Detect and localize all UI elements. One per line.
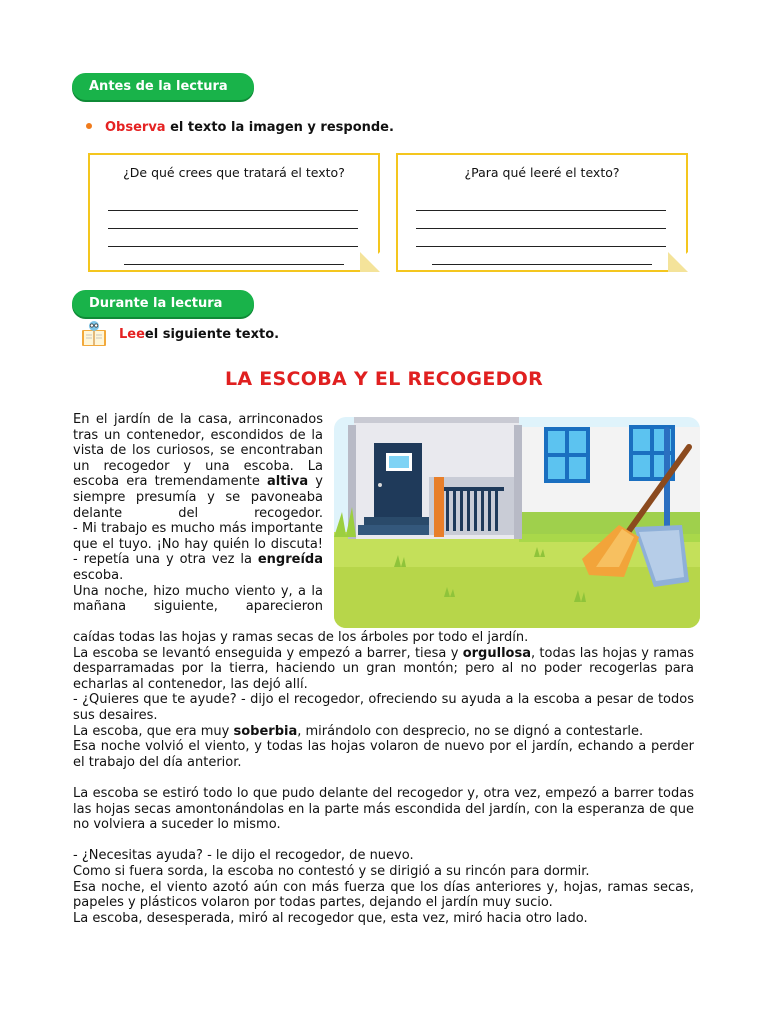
answer-line[interactable] — [108, 228, 358, 229]
bullet-dot — [86, 123, 92, 129]
page-fold-corner — [360, 252, 380, 272]
story-text: , todas las hojas y ramas desparramadas por la tierra, haciendo un gran montón; pero al no poder recogerlas para echarlas al contenedor, las dejó allí. — [73, 645, 695, 692]
story-title: LA ESCOBA Y EL RECOGEDOR — [224, 368, 544, 390]
story-text: , mirándolo con desprecio, no se dignó a contestarle. — [297, 723, 644, 739]
window-pane — [548, 431, 565, 453]
page-fold-corner — [668, 252, 688, 272]
story-paragraph — [73, 739, 694, 770]
story-illustration — [334, 417, 700, 628]
story-text: caídas todas las hojas y ramas secas de los árboles por todo el jardín. — [73, 630, 529, 645]
story-text: Esa noche, el viento azotó aún con más fuerza que los días anteriores y, hojas, ramas secas, papeles y plásticos volaron por todas partes, dejando el jardín muy sucio. — [73, 879, 694, 911]
story-paragraph — [73, 521, 323, 583]
porch-rail — [444, 487, 504, 491]
window-pane — [569, 457, 586, 479]
answer-line[interactable] — [108, 210, 358, 211]
story-text: - ¿Necesitas ayuda? - le dijo el recogedor, de nuevo. — [73, 848, 414, 864]
question-box-purpose — [396, 153, 688, 272]
window-pane — [569, 431, 586, 453]
answer-line[interactable] — [416, 228, 666, 229]
story-text: La escoba, que era muy — [73, 723, 234, 739]
window-pane — [548, 457, 565, 479]
door-glass — [389, 456, 409, 468]
read-instruction-text: el siguiente texto. — [144, 326, 280, 342]
section-label-during-reading: Durante la lectura — [72, 290, 254, 317]
story-text: Como si fuera sorda, la escoba no contestó y se dirigió a su rincón para dormir. — [73, 863, 590, 879]
story-paragraph — [73, 911, 694, 927]
answer-line[interactable] — [124, 264, 344, 265]
door-step — [358, 525, 440, 535]
section-label-before-reading: Antes de la lectura — [72, 73, 254, 100]
story-text: Esa noche volvió el viento, y todas las hojas volaron de nuevo por el jardín, echando a perder el trabajo del día anterior. — [73, 739, 694, 770]
story-paragraph — [73, 770, 694, 786]
brick-pillar — [434, 477, 444, 537]
answer-line[interactable] — [416, 210, 666, 211]
house-roof-edge — [354, 417, 519, 423]
story-paragraph — [73, 833, 694, 849]
question-purpose: ¿Para qué leeré el texto? — [464, 165, 620, 180]
observe-verb: Observa — [105, 120, 166, 135]
answer-line[interactable] — [432, 264, 652, 265]
story-keyword: altiva — [267, 474, 309, 490]
question-topic: ¿De qué crees que tratará el texto? — [123, 165, 345, 180]
story-paragraph — [73, 692, 694, 723]
door-knob — [378, 483, 382, 487]
story-paragraph — [73, 584, 323, 615]
lawn-shade — [334, 567, 700, 628]
read-instruction — [80, 320, 279, 348]
porch-column — [514, 425, 522, 539]
story-paragraph — [73, 646, 694, 693]
story-text: La escoba se estiró todo lo que pudo delante del recogedor y, otra vez, empezó a barrer todas las hojas secas amontonándolas en la parte más escondida del jardín, con la esperanza de que no volviera a suceder lo mismo. — [73, 785, 694, 833]
story-text: y siempre presumía y se pavoneaba delante del recogedor. — [73, 474, 323, 521]
story-text: En el jardín de la casa, arrinconados tras un contenedor, escondidos de la vista de los curiosos, se encontraban un recogedor y una escoba. La escoba era tremendamente — [73, 412, 323, 490]
story-keyword: soberbia — [233, 723, 298, 739]
story-paragraph — [73, 848, 694, 864]
answer-line[interactable] — [416, 246, 666, 247]
story-paragraph — [73, 630, 694, 646]
question-box-topic — [88, 153, 380, 272]
story-text: - Mi trabajo es mucho más importante que el tuyo. ¡No hay quién lo discuta! - repetía una y otra vez la — [73, 521, 323, 568]
story-text-full — [73, 630, 694, 926]
reading-book-icon — [80, 320, 108, 348]
observe-instruction-text: el texto la imagen y responde. — [165, 120, 394, 135]
story-paragraph — [73, 880, 694, 911]
story-text: - ¿Quieres que te ayude? - dijo el recogedor, ofreciendo su ayuda a la escoba a pesar de todos sus desaires. — [73, 692, 694, 723]
door-step — [364, 517, 434, 525]
story-text: Una noche, hizo mucho viento y, a la mañana siguiente, aparecieron — [73, 583, 323, 615]
window-pane — [633, 429, 650, 451]
story-keyword: engreída — [257, 552, 323, 568]
story-text: escoba. — [73, 567, 124, 583]
story-text: La escoba, desesperada, miró al recogedor que, esta vez, miró hacia otro lado. — [73, 910, 588, 926]
story-text: La escoba se levantó enseguida y empezó a barrer, tiesa y — [73, 645, 463, 661]
story-paragraph — [73, 412, 323, 521]
story-paragraph — [73, 864, 694, 880]
observe-instruction — [86, 120, 394, 135]
answer-line[interactable] — [108, 246, 358, 247]
story-keyword: orgullosa — [462, 645, 531, 661]
story-text-column — [73, 412, 323, 615]
story-paragraph — [73, 724, 694, 740]
read-verb: Lee — [119, 326, 145, 342]
story-paragraph — [73, 786, 694, 833]
window-pane — [633, 455, 650, 477]
